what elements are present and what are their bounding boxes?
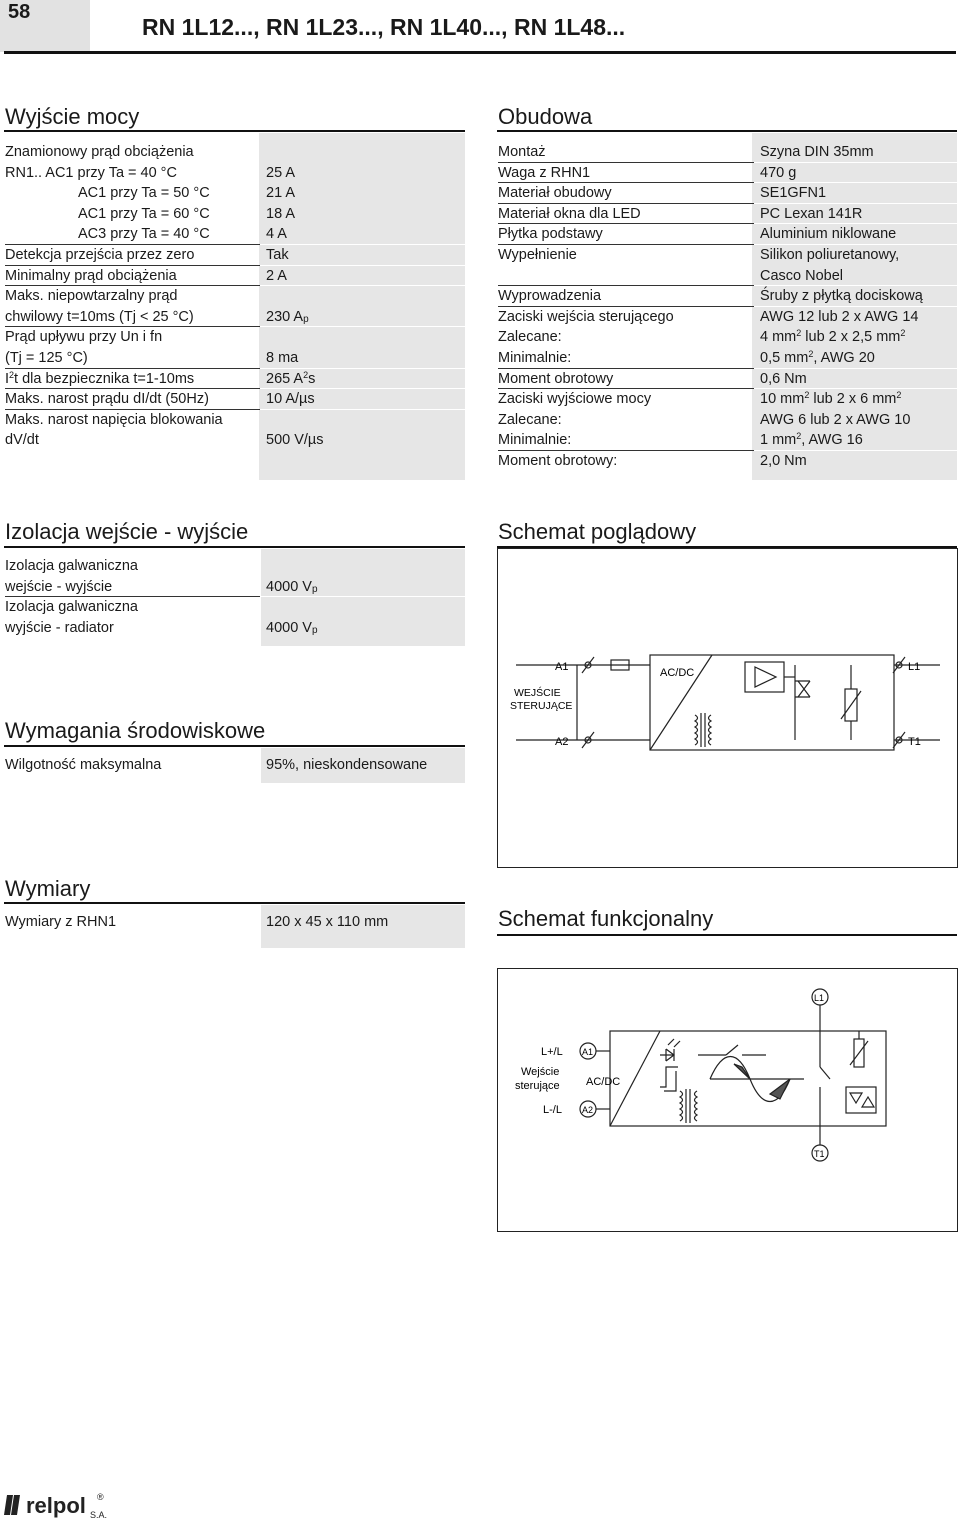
section-title-housing: Obudowa <box>498 104 593 129</box>
section-title-insulation: Izolacja wejście - wyjście <box>5 519 249 544</box>
row-value-text: 120 x 45 x 110 mm <box>266 914 389 930</box>
row-value-superscript: 2 <box>896 390 902 401</box>
row-label <box>5 410 223 431</box>
row-value <box>760 410 910 431</box>
row-value-subscript: p <box>311 583 318 595</box>
table-row <box>498 410 957 431</box>
row-value-suffix: s <box>308 370 316 387</box>
row-value <box>266 389 315 410</box>
row-divider <box>498 182 754 183</box>
functional-diagram <box>497 968 958 1232</box>
table-row <box>5 327 465 348</box>
label-input: Wejście <box>521 1066 560 1078</box>
row-value-text: 2,0 Nm <box>760 453 807 469</box>
row-value-text: 4000 V <box>266 619 312 636</box>
row-label <box>498 327 562 348</box>
row-divider <box>498 285 754 286</box>
row-divider <box>260 388 465 389</box>
row-value-text: 0,6 Nm <box>760 370 807 387</box>
row-label <box>498 224 603 245</box>
row-divider <box>498 450 754 451</box>
overview-circuit-drawing <box>498 549 957 867</box>
row-label <box>498 286 601 307</box>
row-value-suffix: , AWG 20 <box>813 350 875 366</box>
row-label-text: Materiał okna dla LED <box>498 205 641 222</box>
table-row <box>5 577 465 598</box>
table-row <box>498 389 957 410</box>
row-value-text: 265 A <box>266 370 304 387</box>
logo-suffix: S.A. <box>90 1510 108 1520</box>
table-row <box>5 286 465 307</box>
row-value-text: 4 mm <box>760 329 797 346</box>
row-value <box>266 183 295 204</box>
row-label-text: Minimalny prąd obciążenia <box>5 267 177 284</box>
relpol-logo <box>4 1490 124 1525</box>
section-title-environment: Wymagania środowiskowe <box>5 718 266 743</box>
row-value-text: PC Lexan 141R <box>760 205 863 222</box>
row-label-text: Izolacja galwaniczna <box>5 558 138 574</box>
row-label-text: Minimalnie: <box>498 350 572 366</box>
row-value <box>266 755 427 776</box>
row-label <box>5 142 194 163</box>
row-label <box>78 183 210 204</box>
row-label <box>5 912 116 933</box>
logo-brand: relpol <box>26 1493 86 1518</box>
table-row <box>5 389 465 410</box>
row-value-text: 500 V/µs <box>266 432 324 449</box>
row-label-text: AC3 przy Ta = 40 °C <box>78 226 210 243</box>
row-value <box>266 369 315 390</box>
table-row <box>498 142 957 163</box>
row-value <box>760 183 826 204</box>
row-value-text: 0,5 mm <box>760 350 809 366</box>
row-divider <box>498 203 754 204</box>
row-value-text: 2 A <box>266 267 287 284</box>
row-divider <box>5 244 260 245</box>
row-label-text: Zalecane: <box>498 329 562 346</box>
table-row <box>498 348 957 369</box>
row-value-text: Śruby z płytką dociskową <box>760 288 923 305</box>
row-value-text: 4000 V <box>266 578 312 595</box>
table-row <box>498 183 957 204</box>
row-label-text: Zaciski wyjściowe mocy <box>498 391 652 408</box>
row-value <box>760 307 919 328</box>
row-label <box>498 451 617 472</box>
table-row <box>5 224 465 245</box>
row-value <box>266 348 298 369</box>
label-a2: A2 <box>582 1105 594 1115</box>
row-label <box>5 369 194 390</box>
row-label-text: Zalecane: <box>498 411 562 428</box>
row-value-text: Casco Nobel <box>760 267 844 284</box>
header-divider <box>4 51 956 54</box>
row-label <box>5 266 177 287</box>
table-row <box>5 348 465 369</box>
row-label <box>5 597 138 618</box>
row-label <box>5 245 194 266</box>
row-label <box>5 389 209 410</box>
row-divider <box>5 596 260 597</box>
row-divider <box>498 244 754 245</box>
row-label-text: AC1 przy Ta = 60 °C <box>78 205 210 222</box>
row-value <box>266 163 295 184</box>
row-label <box>498 307 674 328</box>
row-label <box>5 163 177 184</box>
row-divider <box>260 596 465 597</box>
row-value-text: 25 A <box>266 164 296 181</box>
row-value-text: AWG 6 lub 2 x AWG 10 <box>760 411 911 428</box>
row-value-text: 4 A <box>266 226 287 243</box>
label-a1: A1 <box>582 1047 594 1057</box>
logo-registered: ® <box>97 1492 104 1502</box>
row-value <box>760 245 899 266</box>
row-label <box>498 183 612 204</box>
row-label <box>78 224 210 245</box>
row-label-text: Maks. niepowtarzalny prąd <box>5 288 178 305</box>
row-value-suffix: lub 2 x 6 mm <box>809 391 897 408</box>
table-row <box>498 369 957 390</box>
table-row <box>5 597 465 618</box>
row-label <box>498 348 571 369</box>
functional-circuit-drawing <box>498 969 957 1231</box>
row-divider <box>5 368 260 369</box>
row-divider <box>5 326 260 327</box>
table-row <box>5 266 465 287</box>
row-divider <box>754 450 957 451</box>
row-divider <box>260 368 465 369</box>
table-row <box>498 430 957 451</box>
row-value <box>266 430 324 451</box>
row-value <box>266 245 289 266</box>
label-l1: L1 <box>814 993 825 1003</box>
row-value <box>266 577 318 598</box>
row-value-subscript: p <box>303 313 309 325</box>
table-row <box>5 912 465 933</box>
row-divider <box>260 285 465 286</box>
table-row <box>5 183 465 204</box>
row-divider <box>498 368 754 369</box>
label-l1: L1 <box>908 661 921 673</box>
row-divider <box>498 223 754 224</box>
label-a2: A2 <box>555 736 569 748</box>
row-divider <box>5 409 260 410</box>
row-value-superscript: 2 <box>900 328 906 339</box>
row-value-text: 21 A <box>266 185 296 202</box>
row-value-text: Szyna DIN 35mm <box>760 144 874 160</box>
row-label-text: Wypełnienie <box>498 247 577 263</box>
row-value <box>760 266 843 287</box>
row-label <box>5 556 138 577</box>
row-value-text: 95%, nieskondensowane <box>266 757 428 773</box>
row-divider <box>754 244 957 245</box>
row-label <box>5 755 161 776</box>
table-row <box>5 430 465 451</box>
row-label-text: wyjście - radiator <box>5 619 114 636</box>
section-divider <box>4 902 465 904</box>
row-label-text: Zaciski wejścia sterującego <box>498 308 674 325</box>
table-row <box>5 410 465 431</box>
row-label-text: Wymiary z RHN1 <box>5 914 117 930</box>
row-label-text: Znamionowy prąd obciążenia <box>5 144 194 160</box>
row-divider <box>5 285 260 286</box>
row-value <box>266 618 318 639</box>
row-value-text: Silikon poliuretanowy, <box>760 247 900 263</box>
table-row <box>498 163 957 184</box>
row-value <box>760 348 875 369</box>
row-divider <box>754 306 957 307</box>
row-label-text: wejście - wyjście <box>5 578 113 595</box>
row-value <box>760 327 905 348</box>
table-row <box>5 755 465 776</box>
table-row <box>498 204 957 225</box>
row-label-text: Prąd upływu przy Un i fn <box>5 329 163 346</box>
table-row <box>498 224 957 245</box>
row-value-text: 18 A <box>266 205 296 222</box>
row-label-text: Moment obrotowy: <box>498 453 618 469</box>
row-label <box>498 389 651 410</box>
table-row <box>5 307 465 328</box>
row-value-subscript: p <box>311 624 318 636</box>
row-label-prefix: I <box>5 370 10 387</box>
table-row <box>498 266 957 287</box>
row-value <box>266 307 309 328</box>
table-row <box>498 327 957 348</box>
row-divider <box>754 388 957 389</box>
row-divider <box>754 182 957 183</box>
row-value-text: 230 A <box>266 308 304 325</box>
section-divider <box>497 130 957 132</box>
row-value <box>266 204 295 225</box>
row-value <box>760 163 796 184</box>
row-label-superscript: 2 <box>9 369 15 380</box>
row-value <box>760 204 862 225</box>
overview-diagram <box>497 548 958 868</box>
row-label <box>5 307 194 328</box>
label-input-2: sterujące <box>515 1080 560 1092</box>
row-label-text: Minimalnie: <box>498 432 572 449</box>
row-divider <box>754 162 957 163</box>
row-divider <box>754 223 957 224</box>
table-row <box>5 556 465 577</box>
row-value-superscript: 2 <box>796 431 802 442</box>
row-value <box>760 451 807 472</box>
table-row <box>5 163 465 184</box>
row-label-text: Wilgotność maksymalna <box>5 757 162 773</box>
row-label <box>5 327 162 348</box>
row-value <box>266 912 388 933</box>
section-divider <box>4 130 465 132</box>
row-label-text: Izolacja galwaniczna <box>5 599 138 616</box>
row-label <box>5 286 177 307</box>
row-value <box>760 389 901 410</box>
row-value-text: 1 mm <box>760 432 797 449</box>
row-value <box>266 224 287 245</box>
row-value-superscript: 2 <box>808 349 814 359</box>
row-label-text: AC1 przy Ta = 50 °C <box>78 185 210 202</box>
label-lplus: L+/L <box>541 1046 563 1058</box>
row-label <box>498 204 641 225</box>
row-value-suffix: , AWG 16 <box>801 432 863 449</box>
document-title: RN 1L12..., RN 1L23..., RN 1L40..., RN 1L48... <box>142 14 626 40</box>
row-label-text: Moment obrotowy <box>498 370 614 387</box>
row-label <box>5 618 114 639</box>
label-acdc: AC/DC <box>586 1076 621 1088</box>
row-divider <box>5 265 260 266</box>
section-title-dimensions: Wymiary <box>5 876 91 901</box>
row-label <box>498 410 562 431</box>
row-label <box>498 369 613 390</box>
row-value-suffix: lub 2 x 2,5 mm <box>801 329 901 346</box>
row-value <box>760 369 807 390</box>
row-value-text: 8 ma <box>266 350 299 366</box>
row-value-superscript: 2 <box>804 390 810 401</box>
row-value-text: AWG 12 lub 2 x AWG 14 <box>760 308 919 325</box>
row-label <box>498 430 571 451</box>
section-title-overview-diagram: Schemat poglądowy <box>498 519 697 544</box>
section-divider <box>4 745 465 747</box>
table-row <box>5 369 465 390</box>
table-row <box>5 618 465 639</box>
row-label-text: RN1.. AC1 przy Ta = 40 °C <box>5 164 177 181</box>
row-divider <box>498 388 754 389</box>
row-divider <box>498 162 754 163</box>
row-value-text: Aluminium niklowane <box>760 226 897 243</box>
row-value-text: 470 g <box>760 164 797 181</box>
row-label <box>5 348 88 369</box>
table-row <box>5 142 465 163</box>
row-label-text: Maks. narost prądu dI/dt (50Hz) <box>5 391 209 408</box>
row-value <box>760 286 923 307</box>
table-row <box>498 307 957 328</box>
label-input-2: STERUJĄCE <box>510 700 573 712</box>
table-row <box>498 245 957 266</box>
label-a1: A1 <box>555 661 569 673</box>
row-value <box>760 142 874 163</box>
label-lminus: L-/L <box>543 1104 562 1116</box>
row-label-text: chwilowy t=10ms (Tj < 25 °C) <box>5 308 194 325</box>
table-row <box>5 204 465 225</box>
label-t1: T1 <box>814 1149 825 1159</box>
row-value-text: Tak <box>266 247 289 263</box>
row-label-text: Maks. narost napięcia blokowania <box>5 411 223 428</box>
row-label <box>498 245 577 266</box>
row-value-superscript: 2 <box>796 328 802 339</box>
table-row <box>498 451 957 472</box>
table-row <box>5 245 465 266</box>
row-label-text: Montaż <box>498 144 546 160</box>
row-label-text: Waga z RHN1 <box>498 164 591 181</box>
row-label-text: Wyprowadzenia <box>498 288 602 305</box>
row-divider <box>498 306 754 307</box>
section-title-power-output: Wyjście mocy <box>5 104 140 129</box>
row-value <box>760 224 896 245</box>
page-number: 58 <box>8 1 31 23</box>
section-divider <box>497 934 957 936</box>
row-divider <box>260 409 465 410</box>
row-value <box>266 266 287 287</box>
row-label-text: Detekcja przejścia przez zero <box>5 247 195 263</box>
label-input: WEJŚCIE <box>514 687 561 699</box>
row-divider <box>260 326 465 327</box>
row-label-text: Materiał obudowy <box>498 185 612 202</box>
row-label-text: (Tj = 125 °C) <box>5 350 88 366</box>
row-value-superscript: 2 <box>303 369 309 380</box>
row-label <box>78 204 210 225</box>
row-divider <box>260 265 465 266</box>
section-divider <box>4 546 465 548</box>
table-row <box>498 286 957 307</box>
label-acdc: AC/DC <box>660 667 695 679</box>
row-label-text: Płytka podstawy <box>498 226 603 243</box>
row-divider <box>754 203 957 204</box>
row-label <box>5 430 39 451</box>
row-value <box>760 430 863 451</box>
row-label <box>498 142 546 163</box>
row-divider <box>754 285 957 286</box>
label-t1: T1 <box>908 736 921 748</box>
row-value-text: 10 A/µs <box>266 391 315 408</box>
row-label-text: t dla bezpiecznika t=1-10ms <box>14 370 195 387</box>
row-label <box>5 577 112 598</box>
row-label-text: dV/dt <box>5 432 39 449</box>
row-divider <box>5 388 260 389</box>
section-title-functional-diagram: Schemat funkcjonalny <box>498 906 714 931</box>
row-label <box>498 163 590 184</box>
row-value-text: 10 mm <box>760 391 805 408</box>
row-divider <box>260 244 465 245</box>
row-divider <box>754 368 957 369</box>
row-value-text: SE1GFN1 <box>760 185 827 202</box>
